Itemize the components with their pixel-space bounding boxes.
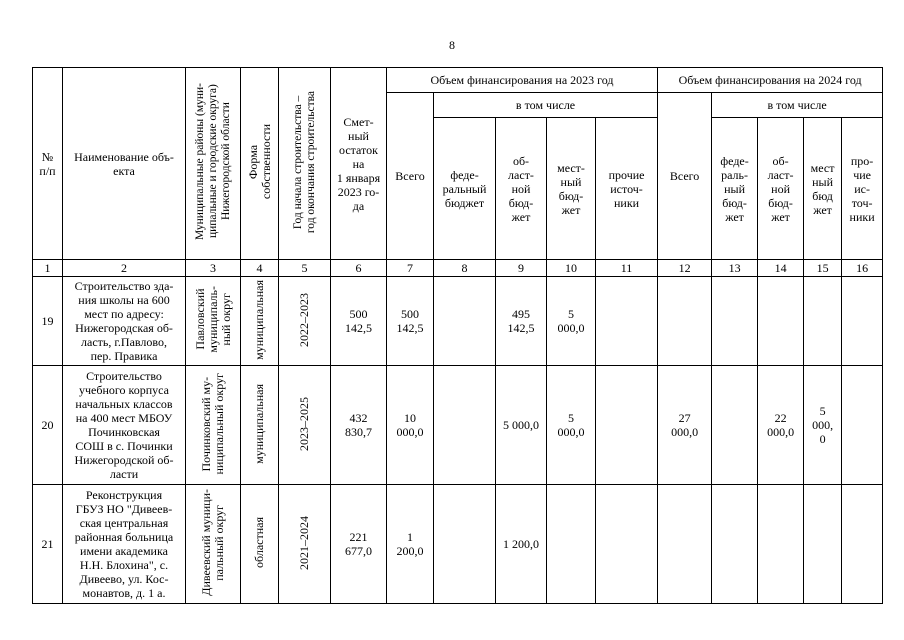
col-number: 7 <box>387 260 434 277</box>
regional-2023: 495 142,5 <box>496 277 547 366</box>
row-number: 21 <box>33 485 63 604</box>
ownership-cell <box>241 485 279 604</box>
total-2024 <box>658 277 712 366</box>
remainder: 221 677,0 <box>331 485 387 604</box>
years: 2021–2024 <box>297 515 311 570</box>
col-number: 3 <box>186 260 241 277</box>
years: 2023–2025 <box>297 396 311 451</box>
object-name: Реконструкция ГБУЗ НО "Дивеев- ская центральная районная больница имени академика Н.Н. Блохина", с. Дивеево, ул. Кос- монавтов, д. 1 а. <box>63 485 186 604</box>
total-2023: 10 000,0 <box>387 366 434 485</box>
header-federal-2024: феде- раль- ный бюд- жет <box>712 118 758 260</box>
years-cell <box>279 277 331 366</box>
header-other-2024: про- чие ис- точ- ники <box>842 118 883 260</box>
header-group-2024: Объем финансирования на 2024 год <box>658 68 883 93</box>
col-number: 12 <box>658 260 712 277</box>
ownership-cell <box>241 277 279 366</box>
header-total-2024: Всего <box>658 93 712 260</box>
header-district: Муниципальные районы (муни- ципальные и городские округа) Нижегородской области <box>193 83 232 241</box>
local-2023: 5 000,0 <box>547 277 596 366</box>
federal-2023 <box>434 277 496 366</box>
years: 2022–2023 <box>297 292 311 347</box>
federal-2023 <box>434 485 496 604</box>
regional-2024 <box>758 277 804 366</box>
other-2024 <box>842 277 883 366</box>
object-name: Строительство учебного корпуса начальных классов на 400 мест МБОУ Починковская СОШ в с. Починки Нижегородской об- ласти <box>63 366 186 485</box>
col-number: 2 <box>63 260 186 277</box>
remainder: 500 142,5 <box>331 277 387 366</box>
col-number: 5 <box>279 260 331 277</box>
federal-2024 <box>712 366 758 485</box>
other-2023 <box>596 485 658 604</box>
local-2024: 5 000, 0 <box>804 366 842 485</box>
remainder: 432 830,7 <box>331 366 387 485</box>
total-2024: 27 000,0 <box>658 366 712 485</box>
col-number: 10 <box>547 260 596 277</box>
col-number: 11 <box>596 260 658 277</box>
col-number: 4 <box>241 260 279 277</box>
other-2023 <box>596 277 658 366</box>
years-cell <box>279 485 331 604</box>
district: Починковский му- ниципальный округ <box>199 372 226 475</box>
federal-2023 <box>434 366 496 485</box>
district-cell <box>186 277 241 366</box>
ownership: областная <box>252 517 266 568</box>
district-cell <box>186 485 241 604</box>
other-2024 <box>842 366 883 485</box>
total-2023: 500 142,5 <box>387 277 434 366</box>
header-group-2023: Объем финансирования на 2023 год <box>387 68 658 93</box>
local-2023 <box>547 485 596 604</box>
header-district-cell <box>186 68 241 260</box>
total-2023: 1 200,0 <box>387 485 434 604</box>
financing-table <box>32 67 883 604</box>
header-remainder: Смет- ный остаток на 1 января 2023 го- да <box>331 68 387 260</box>
district-cell <box>186 366 241 485</box>
table-row <box>33 366 883 485</box>
row-number: 19 <box>33 277 63 366</box>
header-local-2023: мест- ный бюд- жет <box>547 118 596 260</box>
regional-2023: 1 200,0 <box>496 485 547 604</box>
col-number: 15 <box>804 260 842 277</box>
local-2023: 5 000,0 <box>547 366 596 485</box>
header-total-2023: Всего <box>387 93 434 260</box>
ownership: муниципальная <box>252 383 266 464</box>
col-number: 14 <box>758 260 804 277</box>
header-other-2023: прочие источ- ники <box>596 118 658 260</box>
other-2024 <box>842 485 883 604</box>
header-object-name: Наименование объ- екта <box>63 68 186 260</box>
other-2023 <box>596 366 658 485</box>
col-number: 1 <box>33 260 63 277</box>
header-regional-2024: об- ласт- ной бюд- жет <box>758 118 804 260</box>
regional-2023: 5 000,0 <box>496 366 547 485</box>
header-incl-2023: в том числе <box>434 93 658 118</box>
col-number: 9 <box>496 260 547 277</box>
header-ownership-cell <box>241 68 279 260</box>
page-number: 8 <box>449 38 455 52</box>
header-regional-2023: об- ласт- ной бюд- жет <box>496 118 547 260</box>
ownership: муниципальная <box>252 279 266 360</box>
header-years-cell <box>279 68 331 260</box>
row-number: 20 <box>33 366 63 485</box>
total-2024 <box>658 485 712 604</box>
years-cell <box>279 366 331 485</box>
district: Павловский муниципаль- ный округ <box>192 286 233 353</box>
district: Дивеевский муници- пальный округ <box>199 489 226 596</box>
federal-2024 <box>712 485 758 604</box>
col-number: 8 <box>434 260 496 277</box>
col-number: 13 <box>712 260 758 277</box>
regional-2024: 22 000,0 <box>758 366 804 485</box>
header-years: Год начала строительства – год окончания строительства <box>291 90 317 234</box>
col-number: 6 <box>331 260 387 277</box>
header-ownership: Форма собственности <box>245 124 273 200</box>
regional-2024 <box>758 485 804 604</box>
header-local-2024: мест ный бюд жет <box>804 118 842 260</box>
local-2024 <box>804 277 842 366</box>
table-row <box>33 277 883 366</box>
object-name: Строительство зда- ния школы на 600 мест по адресу: Нижегородская об- ласть, г.Павлово, пер. Правика <box>63 277 186 366</box>
header-federal-2023: феде- ральный бюджет <box>434 118 496 260</box>
federal-2024 <box>712 277 758 366</box>
ownership-cell <box>241 366 279 485</box>
header-num: № п/п <box>33 68 63 260</box>
header-incl-2024: в том числе <box>712 93 883 118</box>
local-2024 <box>804 485 842 604</box>
col-number: 16 <box>842 260 883 277</box>
table-row <box>33 485 883 604</box>
